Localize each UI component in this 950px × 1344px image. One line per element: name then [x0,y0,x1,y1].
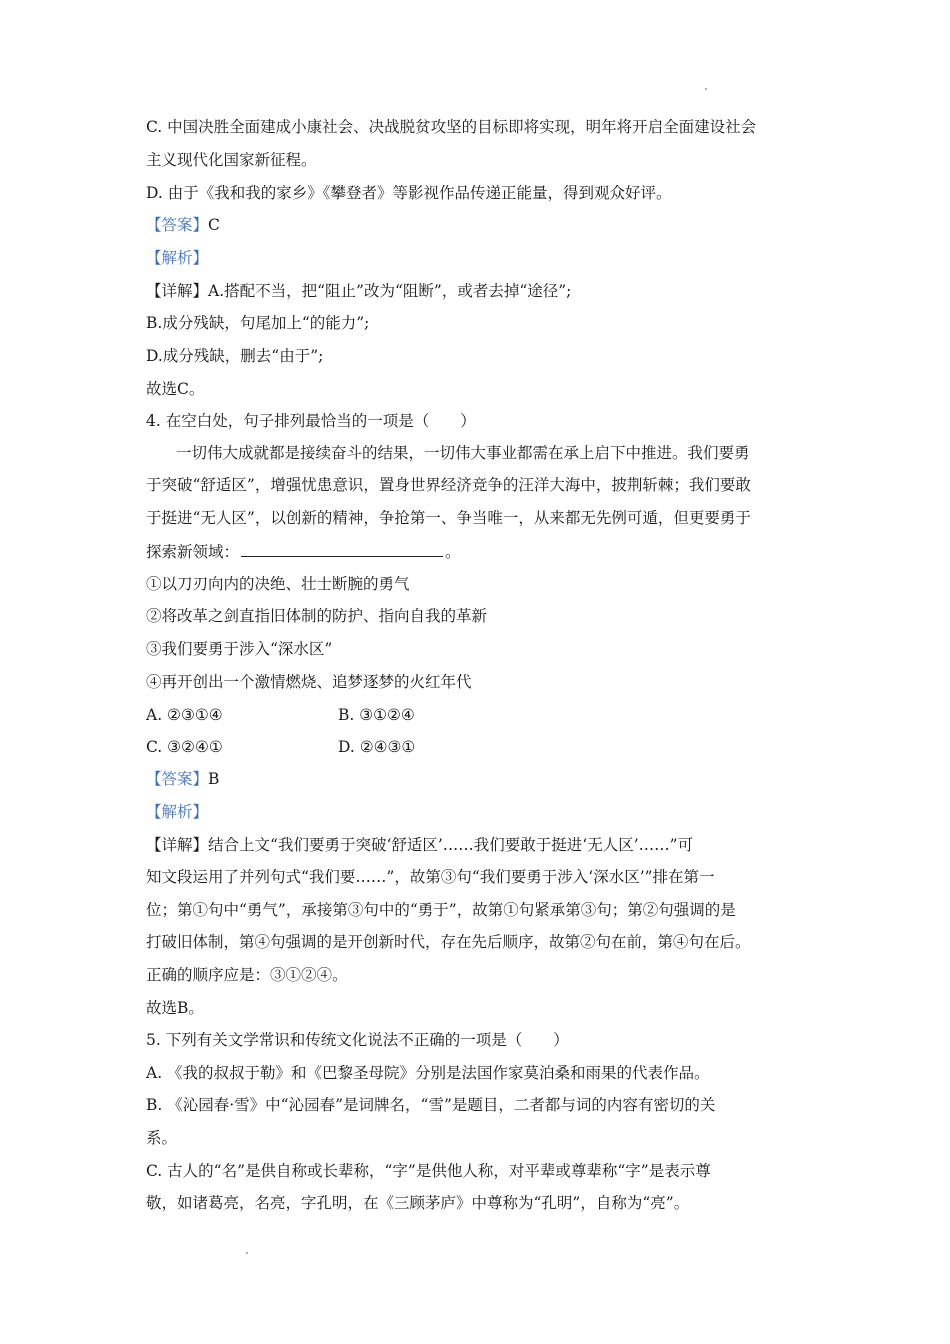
q4-analysis-tag: 【解析】 [146,803,209,821]
detail-tag: 【详解】 [146,282,209,300]
q5-option-c-line2: 敬，如诸葛亮，名亮，字孔明，在《三顾茅庐》中尊称为“孔明”，自称为“亮”。 [146,1194,690,1212]
q4-item-4: ④再开创出一个激情燃烧、追梦逐梦的火红年代 [146,673,472,691]
detail-text: 结合上文“我们要勇于突破‘舒适区’……我们要敢于挺进‘无人区’……”可 [208,836,694,854]
q4-passage-line2: 于突破“舒适区”，增强忧患意识，置身世界经济竞争的汪洋大海中，披荆斩棘；我们要敢 [146,476,751,494]
q3-option-d: D. 由于《我和我的家乡》《攀登者》等影视作品传递正能量，得到观众好评。 [146,184,672,202]
q4-item-3: ③我们要勇于涉入“深水区” [146,640,333,658]
q5-option-c-line1: C. 古人的“名”是供自称或长辈称，“字”是供他人称，对平辈或尊辈称“字”是表示尊 [146,1162,711,1180]
passage-end: 。 [445,543,461,561]
q4-answer [146,767,812,791]
q3-detail-d: D.成分残缺，删去“由于”; [146,347,324,365]
option-c: C. ③②④① [146,738,223,756]
option-b: B. ③①②④ [338,706,415,724]
q4-item-1: ①以刀刃向内的决绝、壮士断腕的勇气 [146,575,410,593]
answer-tag: 【答案】 [146,216,209,234]
q4-conclusion: 故选B。 [146,999,204,1017]
q3-detail-b: B.成分残缺，句尾加上“的能力”; [146,314,370,332]
q3-option-c-line1: C. 中国决胜全面建成小康社会、决战脱贫攻坚的目标即将实现，明年将开启全面建设社会 [146,118,757,136]
q4-detail-line5: 正确的顺序应是：③①②④。 [146,966,348,984]
q4-stem: 4. 在空白处，句子排列最恰当的一项是（ ） [146,412,476,430]
answer-value: C [208,216,220,234]
q3-answer [146,213,812,237]
q5-stem: 5. 下列有关文学常识和传统文化说法不正确的一项是（ ） [146,1031,569,1049]
answer-value: B [208,770,220,788]
option-a: A. ②③①④ [146,706,223,724]
q3-analysis-tag: 【解析】 [146,249,209,267]
q3-conclusion: 故选C。 [146,380,205,398]
q3-detail-a [146,279,812,303]
q4-passage-line1: 一切伟大成就都是接续奋斗的结果，一切伟大事业都需在承上启下中推进。我们要勇 [176,444,750,462]
q3-option-c-line2: 主义现代化国家新征程。 [146,151,317,169]
q4-detail-line4: 打破旧体制，第④句强调的是开创新时代，存在先后顺序，故第②句在前，第④句在后。 [146,933,751,951]
option-d: D. ②④③① [338,738,416,756]
q5-option-b-line2: 系。 [146,1129,178,1147]
page-dot-bottom [246,1252,248,1254]
q4-detail-line3: 位；第①句中“勇气”，承接第③句中的“勇于”，故第①句紧承第③句；第②句强调的是 [146,901,736,919]
q4-passage-line4 [146,539,812,564]
q4-item-2: ②将改革之剑直指旧体制的防护、指向自我的革新 [146,607,488,625]
q4-passage-line3: 于挺进“无人区”，以创新的精神，争抢第一、争当唯一，从来都无先例可遁，但更要勇于 [146,509,751,527]
passage-text: 探索新领域： [146,543,240,561]
detail-tag: 【详解】 [146,836,209,854]
q5-option-b-line1: B. 《沁园春·雪》中“沁园春”是词牌名，“雪”是题目，二者都与词的内容有密切的关 [146,1096,716,1114]
fill-blank [241,539,443,557]
page-dot-top [705,88,707,90]
q5-option-a: A. 《我的叔叔于勒》和《巴黎圣母院》分别是法国作家莫泊桑和雨果的代表作品。 [146,1064,710,1082]
detail-text: A.搭配不当，把“阻止”改为“阻断”，或者去掉“途径”; [208,282,572,300]
q4-options-row2 [146,735,812,759]
q4-detail-line2: 知文段运用了并列句式“我们要……”，故第③句“我们要勇于涉入‘深水区’”排在第一 [146,868,715,886]
answer-tag: 【答案】 [146,770,209,788]
q4-options-row1 [146,703,812,727]
q4-detail-line1 [146,833,812,857]
